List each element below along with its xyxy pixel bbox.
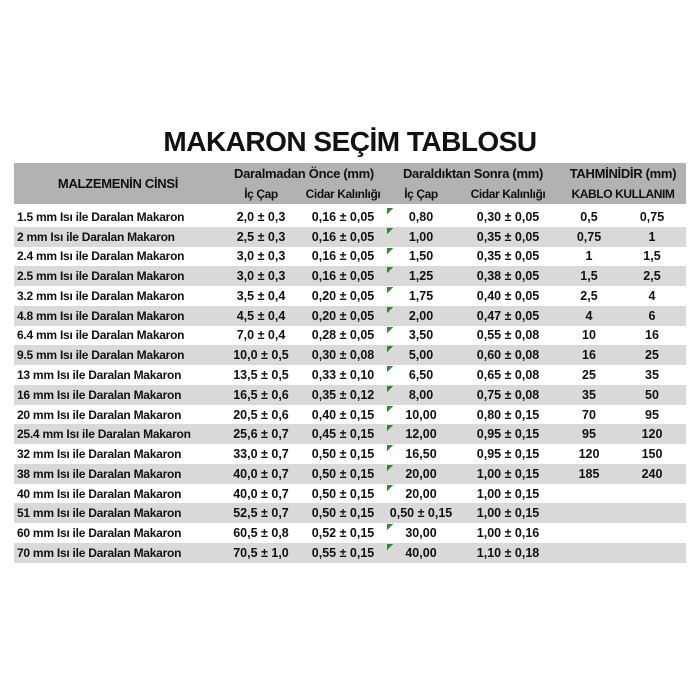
material-name-cell xyxy=(14,306,222,326)
value-cell xyxy=(560,464,618,484)
cell-text: 13 mm Isı ile Daralan Makaron xyxy=(17,368,182,382)
value-cell xyxy=(386,444,456,464)
cell-text: 0,50 ± 0,15 xyxy=(389,506,453,521)
table-row xyxy=(14,326,686,346)
cell-text: 95 xyxy=(645,407,659,422)
cell-text: 0,75 xyxy=(576,229,602,244)
cell-text: 1,25 xyxy=(408,269,434,284)
value-cell xyxy=(560,385,618,405)
cell-text: 35 xyxy=(645,368,659,382)
material-name-cell xyxy=(14,543,222,563)
table-row xyxy=(14,484,686,504)
value-cell xyxy=(222,464,300,484)
cell-text: 0,16 ± 0,05 xyxy=(311,209,375,224)
cell-text: 16,50 xyxy=(405,447,437,462)
cell-text: 32 mm Isı ile Daralan Makaron xyxy=(17,447,182,462)
value-cell xyxy=(560,405,618,425)
cell-text: 2,0 ± 0,3 xyxy=(236,209,286,224)
value-cell xyxy=(618,543,686,563)
table-row xyxy=(14,424,686,444)
cell-text: 33,0 ± 0,7 xyxy=(233,447,289,462)
cell-text: 16 xyxy=(645,328,659,343)
cell-text: 0,95 ± 0,15 xyxy=(476,427,540,442)
cell-text: 95 xyxy=(582,427,596,442)
value-cell xyxy=(222,543,300,563)
cell-error-flag-icon xyxy=(387,307,393,313)
table-header xyxy=(14,163,686,204)
value-cell xyxy=(560,503,618,523)
cell-text: 0,20 ± 0,05 xyxy=(311,288,375,303)
material-name-cell xyxy=(14,266,222,286)
cell-text: 40,0 ± 0,7 xyxy=(233,486,289,501)
cell-text: 38 mm Isı ile Daralan Makaron xyxy=(17,466,182,481)
value-cell xyxy=(560,543,618,563)
cell-text: 25,6 ± 0,7 xyxy=(233,427,289,442)
cell-text: 2 mm Isı ile Daralan Makaron xyxy=(17,229,175,244)
cell-text: 1 xyxy=(648,229,656,244)
value-cell xyxy=(560,484,618,504)
cell-text: 0,16 ± 0,05 xyxy=(311,249,375,264)
header-wall-thickness-before: Cidar Kalınlığı xyxy=(305,187,381,201)
material-name-cell xyxy=(14,286,222,306)
value-cell xyxy=(386,326,456,346)
material-name-cell xyxy=(14,484,222,504)
cell-text: 2,5 ± 0,3 xyxy=(236,229,286,244)
cell-text: 0,47 ± 0,05 xyxy=(476,308,540,323)
value-cell xyxy=(618,385,686,405)
value-cell xyxy=(618,424,686,444)
value-cell xyxy=(618,365,686,385)
cell-text: 1,00 ± 0,16 xyxy=(476,526,540,541)
cell-text: 10,0 ± 0,5 xyxy=(233,348,289,363)
value-cell xyxy=(386,345,456,365)
value-cell xyxy=(618,484,686,504)
value-cell xyxy=(222,444,300,464)
value-cell xyxy=(300,405,386,425)
table-row xyxy=(14,365,686,385)
cell-text: 1.5 mm Isı ile Daralan Makaron xyxy=(17,209,185,224)
cell-text: 5,00 xyxy=(408,348,434,363)
cell-text: 1,00 ± 0,15 xyxy=(476,466,540,481)
cell-error-flag-icon xyxy=(387,267,393,273)
cell-text: 2.5 mm Isı ile Daralan Makaron xyxy=(17,269,185,284)
cell-text: 0,75 ± 0,08 xyxy=(476,387,540,402)
cell-text: 0,50 ± 0,15 xyxy=(311,447,375,462)
cell-text: 4 xyxy=(648,288,656,303)
value-cell xyxy=(386,227,456,247)
value-cell xyxy=(300,424,386,444)
cell-text: 0,35 ± 0,05 xyxy=(476,249,540,264)
value-cell xyxy=(300,523,386,543)
value-cell xyxy=(386,523,456,543)
cell-text: 40,00 xyxy=(405,545,437,560)
table-row xyxy=(14,444,686,464)
value-cell xyxy=(618,503,686,523)
cell-error-flag-icon xyxy=(387,465,393,471)
cell-text: 3,0 ± 0,3 xyxy=(236,269,286,284)
table-body xyxy=(14,207,686,563)
value-cell xyxy=(618,286,686,306)
cell-text: 0,16 ± 0,05 xyxy=(311,229,375,244)
value-cell xyxy=(618,444,686,464)
table-row xyxy=(14,306,686,326)
cell-text: 70,5 ± 1,0 xyxy=(233,545,289,560)
table-row xyxy=(14,345,686,365)
cell-error-flag-icon xyxy=(387,425,393,431)
cell-text: 2,5 xyxy=(643,269,661,284)
cell-error-flag-icon xyxy=(387,544,393,550)
value-cell xyxy=(456,207,560,227)
cell-error-flag-icon xyxy=(387,346,393,352)
value-cell xyxy=(222,227,300,247)
cell-text: 0,50 ± 0,15 xyxy=(311,486,375,501)
value-cell xyxy=(560,266,618,286)
cell-text: 4 xyxy=(585,308,593,323)
value-cell xyxy=(222,326,300,346)
cell-text: 60,5 ± 0,8 xyxy=(233,526,289,541)
material-name-cell xyxy=(14,405,222,425)
value-cell xyxy=(386,266,456,286)
cell-text: 20 mm Isı ile Daralan Makaron xyxy=(17,407,182,422)
material-name-cell xyxy=(14,464,222,484)
value-cell xyxy=(222,207,300,227)
cell-text: 0,80 xyxy=(408,209,434,224)
value-cell xyxy=(456,405,560,425)
value-cell xyxy=(300,326,386,346)
value-cell xyxy=(300,543,386,563)
cell-text: 120 xyxy=(578,447,600,462)
material-name-cell xyxy=(14,444,222,464)
value-cell xyxy=(618,227,686,247)
cell-text: 3.2 mm Isı ile Daralan Makaron xyxy=(17,288,185,303)
value-cell xyxy=(560,326,618,346)
value-cell xyxy=(456,365,560,385)
header-inner-diameter-after: İç Çap xyxy=(404,187,438,201)
header-inner-diameter-before: İç Çap xyxy=(244,187,278,201)
value-cell xyxy=(456,266,560,286)
cell-text: 16 xyxy=(582,348,596,363)
cell-text: 40 mm Isı ile Daralan Makaron xyxy=(17,486,182,501)
material-name-cell xyxy=(14,247,222,267)
table-row xyxy=(14,385,686,405)
table-row xyxy=(14,523,686,543)
value-cell xyxy=(222,365,300,385)
cell-error-flag-icon xyxy=(387,366,393,372)
cell-text: 25 xyxy=(582,368,596,382)
value-cell xyxy=(222,503,300,523)
cell-text: 185 xyxy=(578,466,600,481)
cell-error-flag-icon xyxy=(387,524,393,530)
value-cell xyxy=(456,306,560,326)
value-cell xyxy=(456,464,560,484)
cell-text: 60 mm Isı ile Daralan Makaron xyxy=(17,526,182,541)
cell-text: 1,75 xyxy=(408,288,434,303)
header-wall-thickness-after: Cidar Kalınlığı xyxy=(470,187,546,201)
value-cell xyxy=(456,247,560,267)
material-name-cell xyxy=(14,326,222,346)
value-cell xyxy=(300,306,386,326)
value-cell xyxy=(560,306,618,326)
value-cell xyxy=(456,385,560,405)
value-cell xyxy=(222,385,300,405)
material-name-cell xyxy=(14,365,222,385)
cell-text: 0,75 xyxy=(639,209,665,224)
header-group-estimate: TAHMİNİDİR (mm) xyxy=(569,166,677,181)
value-cell xyxy=(618,345,686,365)
value-cell xyxy=(386,464,456,484)
value-cell xyxy=(456,503,560,523)
cell-text: 1 xyxy=(585,249,593,264)
cell-text: 50 xyxy=(645,387,659,402)
page-title: MAKARON SEÇİM TABLOSU xyxy=(163,126,537,157)
value-cell xyxy=(456,484,560,504)
cell-text: 1,00 ± 0,15 xyxy=(476,506,540,521)
header-cable-usage: KABLO KULLANIM xyxy=(571,187,675,201)
cell-error-flag-icon xyxy=(387,248,393,254)
cell-text: 3,0 ± 0,3 xyxy=(236,249,286,264)
value-cell xyxy=(560,227,618,247)
table-row xyxy=(14,405,686,425)
cell-text: 1,5 xyxy=(580,269,598,284)
cell-text: 25.4 mm Isı ile Daralan Makaron xyxy=(17,427,191,442)
cell-text: 3,5 ± 0,4 xyxy=(236,288,286,303)
value-cell xyxy=(386,484,456,504)
cell-text: 0,30 ± 0,05 xyxy=(476,209,540,224)
cell-text: 0,50 ± 0,15 xyxy=(311,506,375,521)
cell-text: 1,5 xyxy=(643,249,661,264)
selection-table xyxy=(14,163,686,563)
value-cell xyxy=(386,503,456,523)
table-row xyxy=(14,227,686,247)
value-cell xyxy=(618,405,686,425)
value-cell xyxy=(222,484,300,504)
table-row xyxy=(14,266,686,286)
value-cell xyxy=(618,464,686,484)
cell-text: 1,50 xyxy=(408,249,434,264)
cell-error-flag-icon xyxy=(387,327,393,333)
cell-text: 20,00 xyxy=(405,466,437,481)
value-cell xyxy=(300,464,386,484)
table-row xyxy=(14,464,686,484)
cell-text: 1,00 ± 0,15 xyxy=(476,486,540,501)
value-cell xyxy=(300,247,386,267)
value-cell xyxy=(386,543,456,563)
value-cell xyxy=(456,326,560,346)
table-row xyxy=(14,207,686,227)
cell-text: 150 xyxy=(641,447,663,462)
cell-error-flag-icon xyxy=(387,406,393,412)
cell-text: 0,55 ± 0,08 xyxy=(476,328,540,343)
cell-text: 0,5 xyxy=(580,209,598,224)
value-cell xyxy=(386,207,456,227)
value-cell xyxy=(618,326,686,346)
cell-text: 2.4 mm Isı ile Daralan Makaron xyxy=(17,249,185,264)
header-group-after-shrink: Daraldıktan Sonra (mm) xyxy=(402,166,544,181)
cell-text: 70 xyxy=(582,407,596,422)
value-cell xyxy=(456,523,560,543)
value-cell xyxy=(300,385,386,405)
value-cell xyxy=(222,286,300,306)
material-name-cell xyxy=(14,503,222,523)
cell-error-flag-icon xyxy=(387,445,393,451)
cell-text: 6 xyxy=(648,308,656,323)
material-name-cell xyxy=(14,385,222,405)
value-cell xyxy=(222,424,300,444)
value-cell xyxy=(222,345,300,365)
value-cell xyxy=(300,286,386,306)
cell-text: 4.8 mm Isı ile Daralan Makaron xyxy=(17,308,185,323)
cell-text: 12,00 xyxy=(405,427,437,442)
value-cell xyxy=(300,484,386,504)
cell-text: 0,55 ± 0,15 xyxy=(311,545,375,560)
value-cell xyxy=(560,523,618,543)
value-cell xyxy=(386,385,456,405)
material-name-cell xyxy=(14,424,222,444)
value-cell xyxy=(618,207,686,227)
value-cell xyxy=(560,365,618,385)
cell-text: 0,65 ± 0,08 xyxy=(476,368,540,382)
cell-text: 52,5 ± 0,7 xyxy=(233,506,289,521)
cell-error-flag-icon xyxy=(387,287,393,293)
cell-text: 2,5 xyxy=(580,288,598,303)
value-cell xyxy=(560,247,618,267)
value-cell xyxy=(300,266,386,286)
table-row xyxy=(14,503,686,523)
value-cell xyxy=(386,405,456,425)
value-cell xyxy=(618,266,686,286)
cell-text: 16 mm Isı ile Daralan Makaron xyxy=(17,387,182,402)
cell-text: 0,60 ± 0,08 xyxy=(476,348,540,363)
value-cell xyxy=(300,207,386,227)
cell-text: 9.5 mm Isı ile Daralan Makaron xyxy=(17,348,185,363)
cell-text: 10,00 xyxy=(405,407,437,422)
cell-text: 2,00 xyxy=(408,308,434,323)
cell-text: 0,33 ± 0,10 xyxy=(311,368,375,382)
value-cell xyxy=(456,286,560,306)
cell-text: 13,5 ± 0,5 xyxy=(233,368,289,382)
cell-text: 51 mm Isı ile Daralan Makaron xyxy=(17,506,182,521)
value-cell xyxy=(456,424,560,444)
header-material-type: MALZEMENİN CİNSİ xyxy=(57,176,179,191)
value-cell xyxy=(560,345,618,365)
cell-text: 0,30 ± 0,08 xyxy=(311,348,375,363)
table-row xyxy=(14,543,686,563)
header-group-before-shrink: Daralmadan Önce (mm) xyxy=(234,166,374,181)
cell-text: 35 xyxy=(582,387,596,402)
cell-text: 0,35 ± 0,05 xyxy=(476,229,540,244)
cell-text: 16,5 ± 0,6 xyxy=(233,387,289,402)
cell-text: 0,50 ± 0,15 xyxy=(311,466,375,481)
value-cell xyxy=(300,345,386,365)
cell-text: 20,00 xyxy=(405,486,437,501)
cell-text: 70 mm Isı ile Daralan Makaron xyxy=(17,545,182,560)
value-cell xyxy=(618,306,686,326)
cell-text: 8,00 xyxy=(408,387,434,402)
value-cell xyxy=(618,247,686,267)
cell-text: 20,5 ± 0,6 xyxy=(233,407,289,422)
cell-text: 0,40 ± 0,15 xyxy=(311,407,375,422)
cell-text: 40,0 ± 0,7 xyxy=(233,466,289,481)
cell-text: 25 xyxy=(645,348,659,363)
cell-text: 30,00 xyxy=(405,526,437,541)
value-cell xyxy=(222,306,300,326)
table-row xyxy=(14,247,686,267)
value-cell xyxy=(222,523,300,543)
cell-text: 6.4 mm Isı ile Daralan Makaron xyxy=(17,328,185,343)
value-cell xyxy=(560,424,618,444)
cell-text: 0,28 ± 0,05 xyxy=(311,328,375,343)
cell-text: 0,38 ± 0,05 xyxy=(476,269,540,284)
cell-text: 0,95 ± 0,15 xyxy=(476,447,540,462)
cell-text: 1,00 xyxy=(408,229,434,244)
material-name-cell xyxy=(14,207,222,227)
value-cell xyxy=(300,227,386,247)
cell-text: 0,52 ± 0,15 xyxy=(311,526,375,541)
value-cell xyxy=(222,247,300,267)
value-cell xyxy=(386,286,456,306)
value-cell xyxy=(560,207,618,227)
material-name-cell xyxy=(14,227,222,247)
value-cell xyxy=(456,345,560,365)
cell-text: 0,40 ± 0,05 xyxy=(476,288,540,303)
value-cell xyxy=(386,365,456,385)
value-cell xyxy=(456,227,560,247)
cell-text: 3,50 xyxy=(408,328,434,343)
cell-text: 0,80 ± 0,15 xyxy=(476,407,540,422)
cell-text: 0,35 ± 0,12 xyxy=(311,387,375,402)
table-row xyxy=(14,286,686,306)
value-cell xyxy=(300,444,386,464)
cell-error-flag-icon xyxy=(387,485,393,491)
value-cell xyxy=(560,444,618,464)
cell-text: 10 xyxy=(582,328,596,343)
value-cell xyxy=(456,543,560,563)
value-cell xyxy=(456,444,560,464)
value-cell xyxy=(386,306,456,326)
value-cell xyxy=(560,286,618,306)
cell-error-flag-icon xyxy=(387,228,393,234)
cell-error-flag-icon xyxy=(387,386,393,392)
value-cell xyxy=(300,365,386,385)
cell-text: 120 xyxy=(641,427,663,442)
value-cell xyxy=(618,523,686,543)
cell-text: 4,5 ± 0,4 xyxy=(236,308,286,323)
cell-error-flag-icon xyxy=(387,208,393,214)
cell-text: 0,20 ± 0,05 xyxy=(311,308,375,323)
material-name-cell xyxy=(14,345,222,365)
value-cell xyxy=(386,247,456,267)
cell-text: 0,16 ± 0,05 xyxy=(311,269,375,284)
cell-text: 0,45 ± 0,15 xyxy=(311,427,375,442)
cell-text: 6,50 xyxy=(408,368,434,382)
value-cell xyxy=(386,424,456,444)
cell-text: 1,10 ± 0,18 xyxy=(476,545,540,560)
cell-text: 7,0 ± 0,4 xyxy=(236,328,286,343)
value-cell xyxy=(222,266,300,286)
cell-text: 240 xyxy=(641,466,663,481)
value-cell xyxy=(300,503,386,523)
value-cell xyxy=(222,405,300,425)
material-name-cell xyxy=(14,523,222,543)
